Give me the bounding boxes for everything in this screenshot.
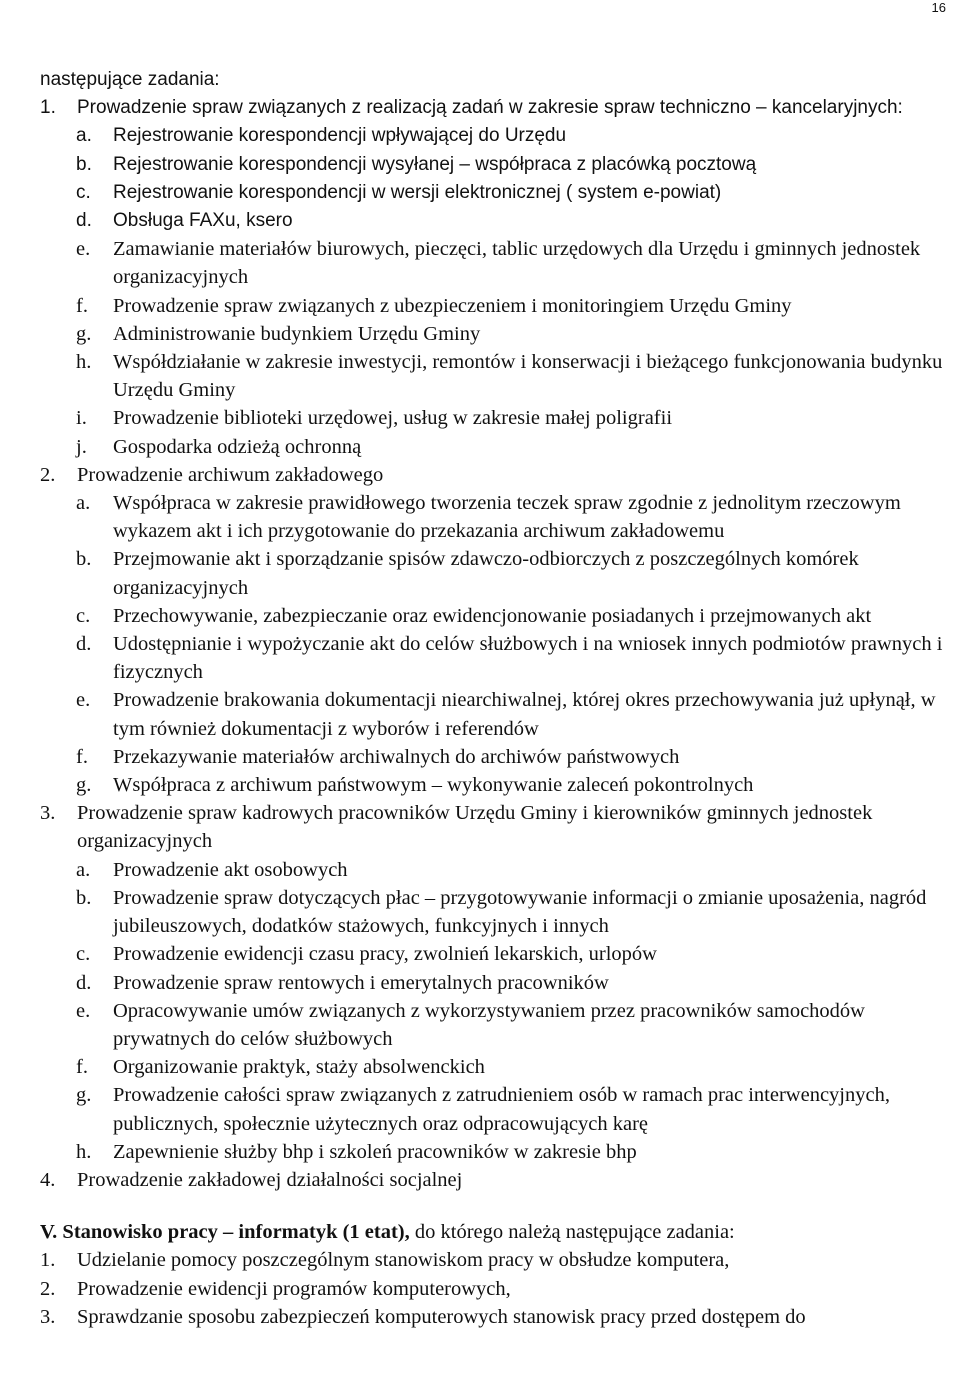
subtask-letter: a. <box>76 492 91 515</box>
subtask-text: Gospodarka odzieżą ochronną <box>113 435 362 458</box>
subtask-letter: f. <box>76 745 88 768</box>
section-v-list <box>40 1246 958 1331</box>
subtask-letter: e. <box>76 999 91 1022</box>
subtask-letter: d. <box>76 210 92 232</box>
subtask-item <box>40 404 958 432</box>
subtask-letter: h. <box>76 1140 92 1163</box>
subtask-letter: h. <box>76 351 92 374</box>
subtask-letter: f. <box>76 294 88 317</box>
section-number: 3. <box>40 802 56 825</box>
subtask-text: Prowadzenie spraw związanych z ubezpieczeniem i monitoringiem Urzędu Gminy <box>113 294 792 317</box>
section-v-number: 1. <box>40 1249 56 1272</box>
subtask-item <box>40 348 958 404</box>
document-body <box>40 66 958 1331</box>
subtask-letter: c. <box>76 943 91 966</box>
section-v-text: Sprawdzanie sposobu zabezpieczeń komputerowych stanowisk pracy przed dostępem do <box>77 1305 806 1328</box>
page-number: 16 <box>931 0 946 15</box>
subtask-letter: b. <box>76 153 92 175</box>
subtask-text: Prowadzenie spraw rentowych i emerytalnych pracowników <box>113 971 609 994</box>
subtask-text: Zapewnienie służby bhp i szkoleń pracowników w zakresie bhp <box>113 1140 637 1163</box>
subtask-item <box>40 1081 958 1137</box>
subtask-item <box>40 1138 958 1166</box>
section-item <box>40 94 958 122</box>
subtask-item <box>40 969 958 997</box>
subtask-text: Zamawianie materiałów biurowych, pieczęci, tablic urzędowych dla Urzędu i gminnych jednostek organizacyjnych <box>113 238 921 289</box>
subtask-text: Prowadzenie akt osobowych <box>113 858 348 881</box>
subtask-text: Prowadzenie spraw dotyczących płac – przygotowywanie informacji o zmianie uposażenia, nagród jubileuszowych, dodatków stażowych, funkcyjnych i innych <box>113 886 927 938</box>
subtask-letter: b. <box>76 548 92 571</box>
subtask-item <box>40 602 958 630</box>
section-item <box>40 461 958 489</box>
subtask-item <box>40 771 958 799</box>
subtask-text: Prowadzenie biblioteki urzędowej, usług w zakresie małej poligrafii <box>113 407 673 430</box>
subtask-text: Rejestrowanie korespondencji wpływającej do Urzędu <box>113 125 567 147</box>
subtask-text: Udostępnianie i wypożyczanie akt do celów służbowych i na wniosek innych podmiotów prawnych i fizycznych <box>113 633 943 684</box>
section-v-item <box>40 1246 958 1274</box>
subtask-item <box>40 433 958 461</box>
subtask-item <box>40 122 958 150</box>
subtask-item <box>40 151 958 179</box>
subtask-text: Prowadzenie ewidencji czasu pracy, zwolnień lekarskich, urlopów <box>113 943 657 966</box>
subtask-letter: b. <box>76 886 92 909</box>
subtask-item <box>40 292 958 320</box>
subtask-item <box>40 489 958 545</box>
subtask-letter: f. <box>76 1056 88 1079</box>
subtask-letter: d. <box>76 971 92 994</box>
subtask-text: Przekazywanie materiałów archiwalnych do archiwów państwowych <box>113 745 680 768</box>
section-number: 4. <box>40 1168 56 1191</box>
subtask-item <box>40 179 958 207</box>
subtask-item <box>40 235 958 291</box>
subtask-letter: e. <box>76 689 91 712</box>
subtask-text: Rejestrowanie korespondencji w wersji elektronicznej ( system e-powiat) <box>113 181 722 203</box>
section-v-number: 3. <box>40 1305 56 1328</box>
section-v-number: 2. <box>40 1277 56 1300</box>
subtask-letter: i. <box>76 407 87 430</box>
subtask-letter: d. <box>76 633 92 656</box>
section-v-title: V. Stanowisko pracy – informatyk (1 etat), <box>40 1221 410 1244</box>
subtask-letter: a. <box>76 125 92 147</box>
section-v-intro: do którego należą następujące zadania: <box>409 1221 735 1244</box>
subtask-text: Administrowanie budynkiem Urzędu Gminy <box>113 322 481 345</box>
section-v-text: Prowadzenie ewidencji programów komputerowych, <box>77 1277 511 1300</box>
subtask-item <box>40 743 958 771</box>
section-text: Prowadzenie archiwum zakładowego <box>77 463 384 486</box>
section-text: Prowadzenie spraw kadrowych pracowników Urzędu Gminy i kierowników gminnych jednostek organizacyjnych <box>77 802 873 853</box>
subtask-item <box>40 545 958 601</box>
subtask-letter: c. <box>76 181 91 203</box>
subtask-item <box>40 630 958 686</box>
subtask-text: Przechowywanie, zabezpieczanie oraz ewidencjonowanie posiadanych i przejmowanych akt <box>113 604 872 627</box>
task-list <box>40 94 958 1194</box>
subtask-item <box>40 207 958 235</box>
subtask-text: Prowadzenie całości spraw związanych z zatrudnieniem osób w ramach prac interwencyjnych, publicznych, społecznie użytecznych oraz odpracowujących karę <box>113 1084 890 1135</box>
subtask-letter: g. <box>76 322 92 345</box>
subtask-text: Współpraca w zakresie prawidłowego tworzenia teczek spraw zgodnie z jednolitym rzeczowym wykazem akt i ich przygotowanie do przekazania archiwum zakładowemu <box>113 492 901 543</box>
subtask-text: Współpraca z archiwum państwowym – wykonywanie zaleceń pokontrolnych <box>113 774 754 797</box>
subtask-letter: c. <box>76 604 91 627</box>
section-number: 1. <box>40 97 56 119</box>
subtask-letter: g. <box>76 774 92 797</box>
subtask-text: Prowadzenie brakowania dokumentacji niearchiwalnej, której okres przechowywania już upłynął, w tym również dokumentacji z wyborów i referendów <box>113 689 936 740</box>
subtask-text: Organizowanie praktyk, staży absolwenckich <box>113 1056 485 1079</box>
subtask-item <box>40 320 958 348</box>
subtask-text: Obsługa FAXu, ksero <box>113 210 293 232</box>
subtask-item <box>40 940 958 968</box>
intro-text: następujące zadania: <box>40 69 220 90</box>
subtask-letter: g. <box>76 1084 92 1107</box>
subtask-item <box>40 1053 958 1081</box>
section-text: Prowadzenie spraw związanych z realizacją zadań w zakresie spraw techniczno – kancelaryjnych: <box>77 97 903 119</box>
subtask-item <box>40 997 958 1053</box>
subtask-text: Opracowywanie umów związanych z wykorzystywaniem przez pracowników samochodów prywatnych do celów służbowych <box>113 999 865 1050</box>
subtask-item <box>40 686 958 742</box>
subtask-item <box>40 856 958 884</box>
subtask-letter: e. <box>76 238 91 261</box>
subtask-text: Przejmowanie akt i sporządzanie spisów zdawczo-odbiorczych z poszczególnych komórek organizacyjnych <box>113 548 859 599</box>
section-item <box>40 1166 958 1194</box>
section-number: 2. <box>40 463 56 486</box>
section-item <box>40 799 958 855</box>
subtask-text: Współdziałanie w zakresie inwestycji, remontów i konserwacji i bieżącego funkcjonowania budynku Urzędu Gminy <box>113 351 943 402</box>
subtask-letter: j. <box>76 435 87 458</box>
section-v-heading <box>40 1218 958 1246</box>
subtask-item <box>40 884 958 940</box>
section-v-text: Udzielanie pomocy poszczególnym stanowiskom pracy w obsłudze komputera, <box>77 1249 730 1272</box>
subtask-letter: a. <box>76 858 91 881</box>
section-text: Prowadzenie zakładowej działalności socjalnej <box>77 1168 463 1191</box>
subtask-text: Rejestrowanie korespondencji wysyłanej – współpraca z placówką pocztową <box>113 153 757 175</box>
section-v-item <box>40 1275 958 1303</box>
section-v-item <box>40 1303 958 1331</box>
